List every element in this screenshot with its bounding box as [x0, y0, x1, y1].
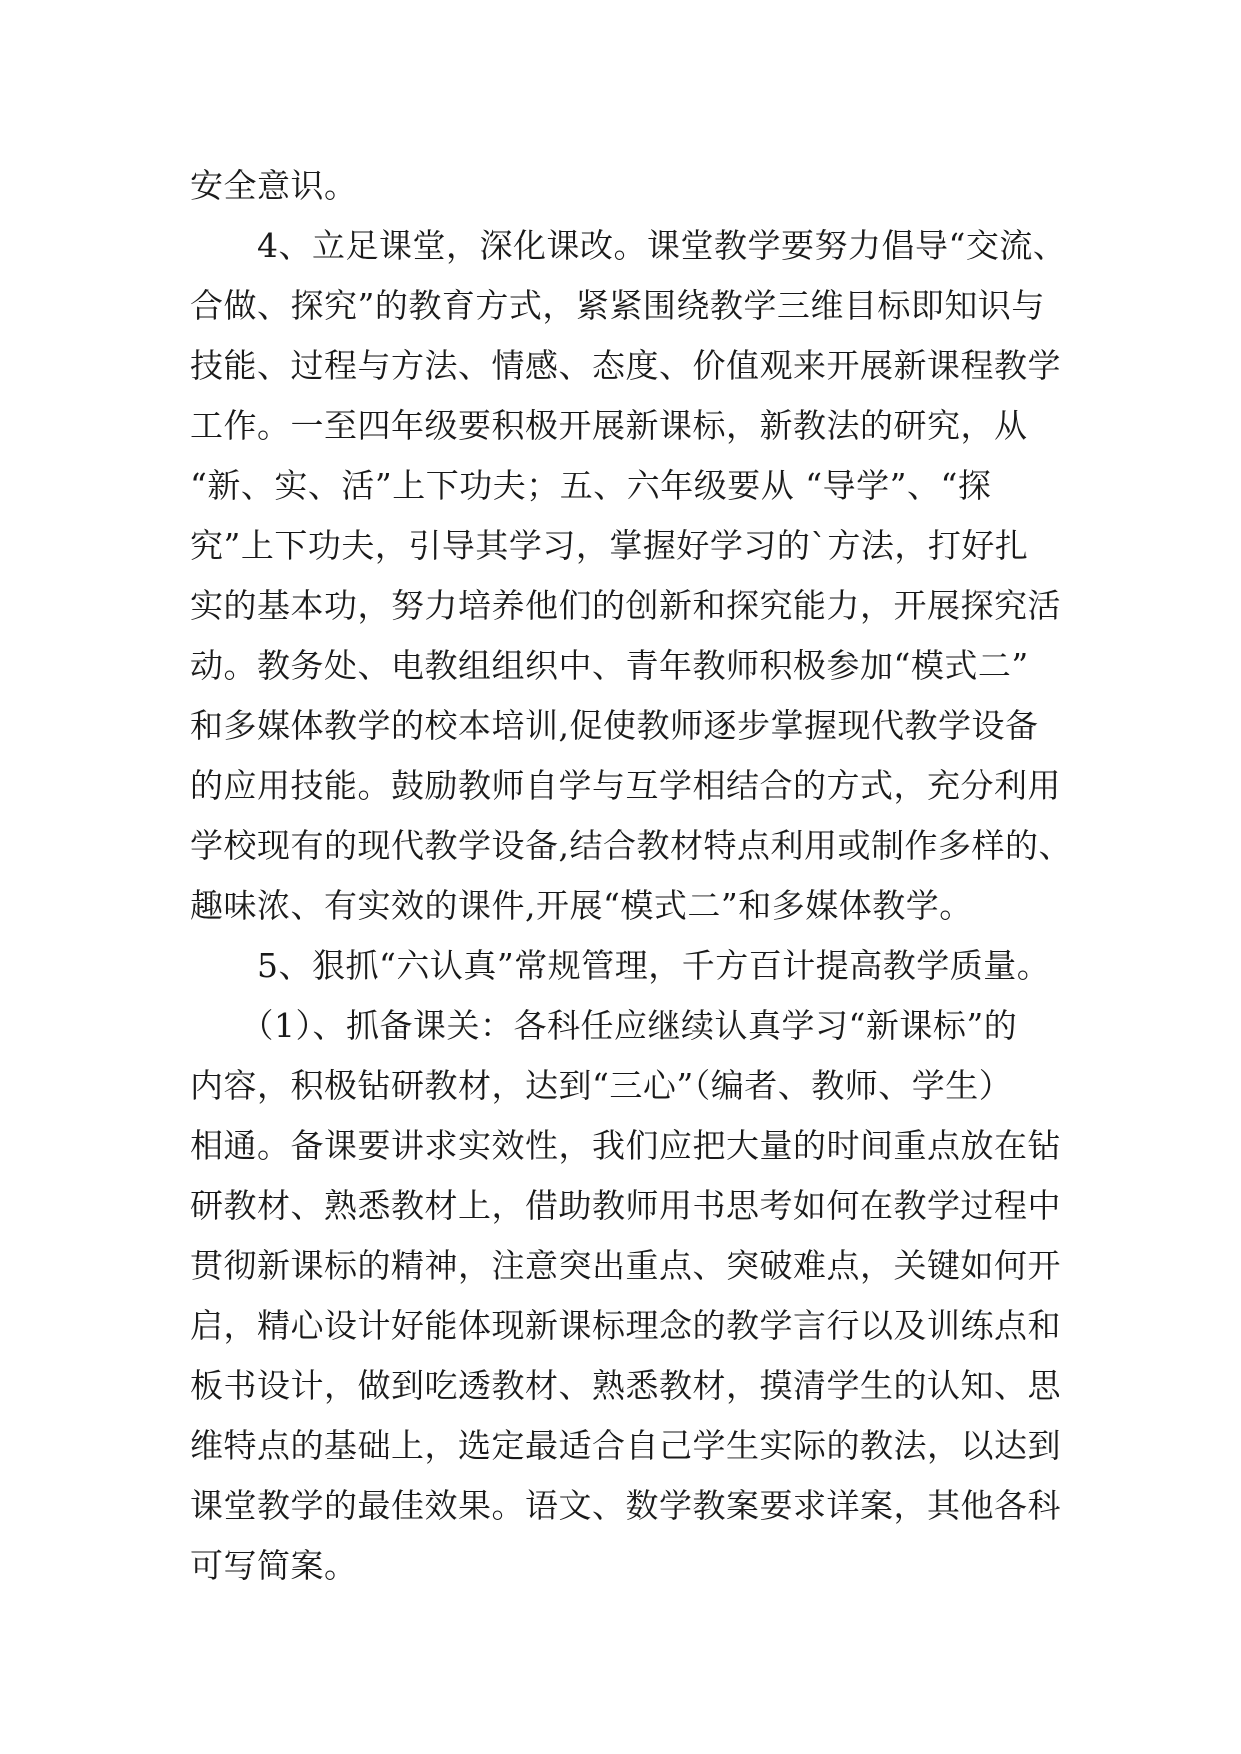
text-line: 5、狠抓“六认真”常规管理，千方百计提高教学质量。 [190, 946, 1051, 985]
text-line: 贯彻新课标的精神，注意突出重点、突破难点，关键如何开 [190, 1246, 1061, 1285]
text-line: 技能、过程与方法、情感、态度、价值观来开展新课程教学 [190, 346, 1061, 385]
text-line: 合做、探究”的教育方式，紧紧围绕教学三维目标即知识与 [190, 286, 1045, 325]
text-line: 相通。备课要讲求实效性，我们应把大量的时间重点放在钻 [190, 1126, 1061, 1165]
text-line: 可写简案。 [190, 1546, 358, 1585]
text-line: 研教材、熟悉教材上，借助教师用书思考如何在教学过程中 [190, 1186, 1061, 1225]
text-line: “新、实、活”上下功夫；五、六年级要从 “导学”、“探 [190, 466, 992, 505]
text-line: 学校现有的现代教学设备,结合教材特点利用或制作多样的、 [190, 826, 1072, 865]
text-line: 趣味浓、有实效的课件,开展“模式二”和多媒体教学。 [190, 886, 973, 925]
text-line: 4、立足课堂，深化课改。课堂教学要努力倡导“交流、 [190, 226, 1067, 265]
text-line: 工作。一至四年级要积极开展新课标，新教法的研究，从 [190, 406, 1028, 445]
text-line: 内容，积极钻研教材，达到“三心”（编者、教师、学生） [190, 1066, 1013, 1105]
body-text [190, 156, 1070, 1596]
text-line: 动。教务处、电教组组织中、青年教师积极参加“模式二” [190, 646, 1029, 685]
text-line: （1）、抓备课关：各科任应继续认真学习“新课标”的 [190, 1006, 1018, 1045]
text-line: 安全意识。 [190, 166, 358, 205]
text-line: 维特点的基础上，选定最适合自己学生实际的教法，以达到 [190, 1426, 1061, 1465]
text-line: 启，精心设计好能体现新课标理念的教学言行以及训练点和 [190, 1306, 1061, 1345]
text-line: 课堂教学的最佳效果。语文、数学教案要求详案，其他各科 [190, 1486, 1061, 1525]
text-line: 的应用技能。鼓励教师自学与互学相结合的方式，充分利用 [190, 766, 1061, 805]
text-line: 和多媒体教学的校本培训,促使教师逐步掌握现代教学设备 [190, 706, 1039, 745]
text-line: 板书设计，做到吃透教材、熟悉教材，摸清学生的认知、思 [190, 1366, 1061, 1405]
text-line: 究”上下功夫，引导其学习，掌握好学习的`方法，打好扎 [190, 526, 1029, 565]
text-line: 实的基本功，努力培养他们的创新和探究能力，开展探究活 [190, 586, 1061, 625]
